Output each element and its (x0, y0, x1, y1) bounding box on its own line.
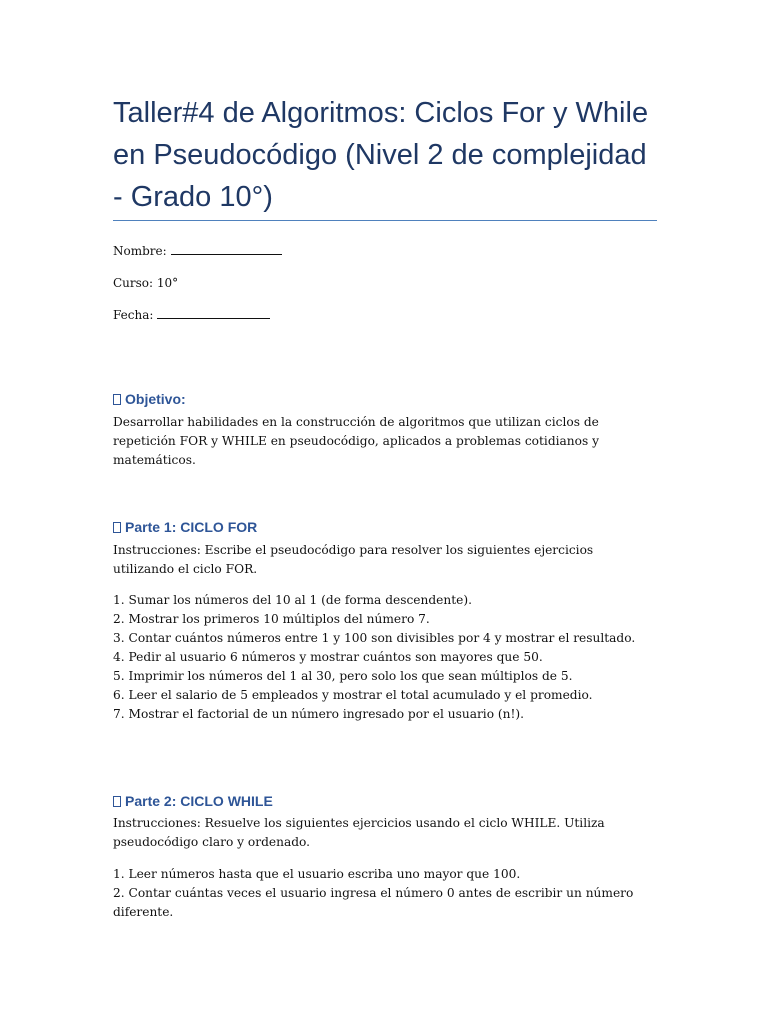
list-item: 1. Leer números hasta que el usuario escriba uno mayor que 100. (113, 867, 521, 881)
parte1-heading (113, 518, 257, 536)
list-item: 1. Sumar los números del 10 al 1 (de forma descendente). (113, 593, 472, 607)
title-underline (113, 220, 657, 221)
document-title: Taller#4 de Algoritmos: Ciclos For y While en Pseudocódigo (Nivel 2 de complejidad - Grado 10°) (113, 97, 649, 213)
list-item: 7. Mostrar el factorial de un número ingresado por el usuario (n!). (113, 707, 525, 721)
parte1-exercise-list (113, 591, 657, 724)
fecha-label: Fecha: (113, 308, 154, 322)
curso-label: Curso: (113, 276, 154, 290)
parte2-instructions: Instrucciones: Resuelve los siguientes ejercicios usando el ciclo WHILE. Utiliza pseudocódigo claro y ordenado. (113, 816, 605, 849)
curso-value: 10° (156, 276, 179, 290)
missing-glyph-icon (113, 796, 121, 807)
parte1-heading-label: Parte 1: CICLO FOR (125, 519, 258, 535)
nombre-field (113, 243, 282, 259)
parte1-instructions: Instrucciones: Escribe el pseudocódigo para resolver los siguientes ejercicios utilizando el ciclo FOR. (113, 543, 594, 576)
objetivo-text: Desarrollar habilidades en la construcción de algoritmos que utilizan ciclos de repetición FOR y WHILE en pseudocódigo, aplicados a problemas cotidianos y matemáticos. (113, 415, 599, 467)
fecha-field (113, 307, 270, 323)
list-item: 2. Contar cuántas veces el usuario ingresa el número 0 antes de escribir un número diferente. (113, 886, 634, 919)
nombre-blank-line (171, 244, 282, 255)
document-page (113, 0, 657, 1024)
objetivo-heading (113, 390, 186, 408)
nombre-label: Nombre: (113, 244, 167, 258)
missing-glyph-icon (113, 522, 121, 533)
parte2-heading (113, 792, 273, 810)
list-item: 3. Contar cuántos números entre 1 y 100 son divisibles por 4 y mostrar el resultado. (113, 631, 636, 645)
missing-glyph-icon (113, 394, 121, 405)
list-item: 5. Imprimir los números del 1 al 30, pero solo los que sean múltiplos de 5. (113, 669, 573, 683)
list-item: 6. Leer el salario de 5 empleados y mostrar el total acumulado y el promedio. (113, 688, 593, 702)
list-item: 2. Mostrar los primeros 10 múltiplos del número 7. (113, 612, 430, 626)
parte2-heading-label: Parte 2: CICLO WHILE (125, 793, 273, 809)
parte2-exercise-list (113, 865, 657, 922)
fecha-blank-line (157, 308, 270, 319)
curso-field (113, 275, 178, 291)
objetivo-heading-label: Objetivo: (125, 391, 186, 407)
list-item: 4. Pedir al usuario 6 números y mostrar cuántos son mayores que 50. (113, 650, 543, 664)
